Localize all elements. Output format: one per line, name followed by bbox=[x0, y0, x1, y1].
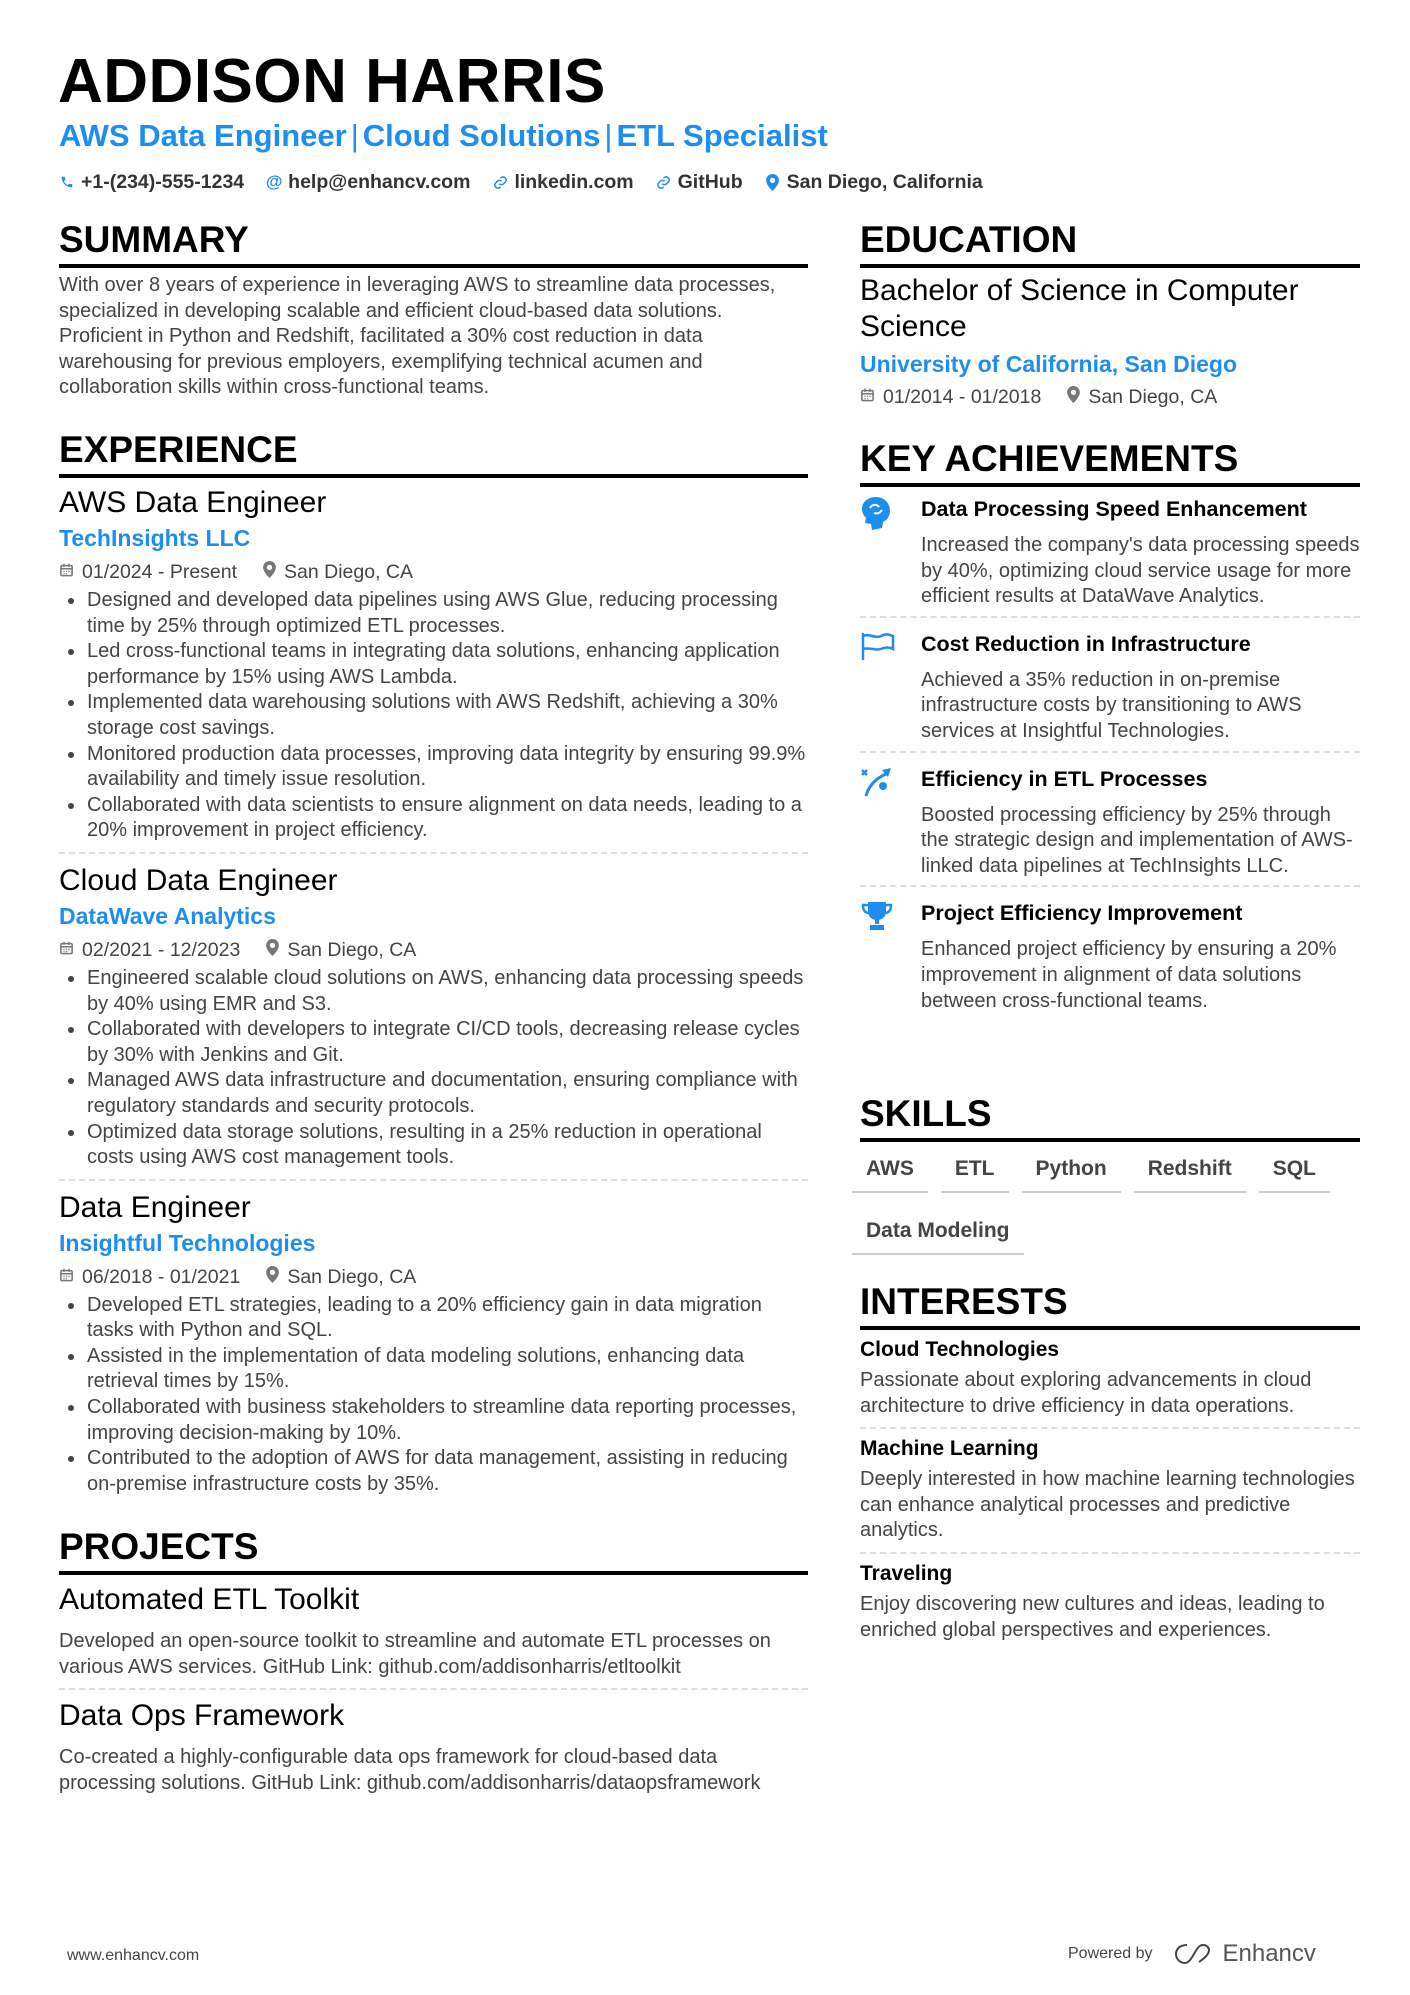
achievement-description: Enhanced project efficiency by ensuring a 20% improvement in alignment of data solutions between cross-functional teams. bbox=[921, 938, 1337, 1012]
headline-separator: | bbox=[604, 118, 613, 153]
section-heading: PROJECTS bbox=[59, 1525, 808, 1575]
job-entry bbox=[59, 1181, 808, 1506]
education-meta bbox=[860, 384, 1360, 410]
interest-item bbox=[860, 1330, 1360, 1429]
job-title: AWS Data Engineer bbox=[59, 486, 327, 519]
section-heading: INTERESTS bbox=[860, 1280, 1360, 1330]
contact-phone[interactable] bbox=[59, 168, 244, 196]
location-text: San Diego, CA bbox=[287, 938, 417, 961]
achievement-item bbox=[860, 487, 1360, 618]
section-heading: KEY ACHIEVEMENTS bbox=[860, 437, 1360, 487]
achievement-body bbox=[921, 496, 1360, 610]
education-dates: 01/2014 - 01/2018 bbox=[883, 386, 1042, 408]
skill-tag: ETL bbox=[941, 1156, 1009, 1193]
contact-bar bbox=[59, 168, 983, 196]
bullet-item: Collaborated with data scientists to ensure alignment on data needs, leading to a 20% improvement in project efficiency. bbox=[59, 793, 808, 844]
bullet-item: Optimized data storage solutions, resulting in a 25% reduction in operational costs using AWS cost management tools. bbox=[59, 1120, 808, 1171]
calendar-icon bbox=[59, 937, 74, 963]
achievement-description: Increased the company's data processing speeds by 40%, optimizing cloud service usage for more efficient results at DataWave Analytics. bbox=[921, 534, 1360, 608]
skill-tag: Python bbox=[1022, 1156, 1121, 1193]
interests-section bbox=[860, 1280, 1360, 1651]
trophy-icon bbox=[860, 900, 921, 1014]
contact-email[interactable] bbox=[266, 168, 470, 196]
bullet-item: Assisted in the implementation of data modeling solutions, enhancing data retrieval times by 15%. bbox=[59, 1344, 808, 1395]
interest-title: Cloud Technologies bbox=[860, 1338, 1060, 1361]
calendar-icon bbox=[59, 1264, 74, 1290]
achievement-body bbox=[921, 766, 1360, 880]
location bbox=[266, 937, 416, 963]
bullet-item: Led cross-functional teams in integrating data solutions, enhancing application performance by 15% using AWS Lambda. bbox=[59, 639, 808, 690]
section-heading: SKILLS bbox=[860, 1092, 1360, 1142]
flag-icon bbox=[860, 631, 921, 745]
interest-title: Machine Learning bbox=[860, 1437, 1039, 1461]
interest-description: Passionate about exploring advancements in cloud architecture to drive efficiency in data operations. bbox=[860, 1369, 1312, 1417]
degree: Bachelor of Science in Computer Science bbox=[860, 274, 1299, 343]
achievement-body bbox=[921, 900, 1360, 1014]
location bbox=[263, 559, 413, 585]
bullet-item: Contributed to the adoption of AWS for data management, assisting in reducing on-premise infrastructure costs by 35%. bbox=[59, 1446, 808, 1497]
projects-section bbox=[59, 1525, 808, 1804]
section-heading: EDUCATION bbox=[860, 218, 1360, 268]
skill-tag: AWS bbox=[852, 1156, 928, 1193]
contact-location bbox=[765, 168, 983, 196]
company-name[interactable]: TechInsights LLC bbox=[59, 525, 251, 551]
achievement-item bbox=[860, 887, 1360, 1020]
location bbox=[266, 1264, 416, 1290]
link-icon bbox=[656, 173, 672, 191]
location-icon bbox=[1067, 384, 1080, 410]
contact-text: GitHub bbox=[677, 171, 743, 193]
powered-by-label: Powered by bbox=[1068, 1945, 1153, 1962]
bullet-item: Developed ETL strategies, leading to a 20% efficiency gain in data migration tasks with Python and SQL. bbox=[59, 1293, 808, 1344]
job-title: Cloud Data Engineer bbox=[59, 863, 338, 897]
contact-text: linkedin.com bbox=[514, 171, 634, 193]
dates-text: 06/2018 - 01/2021 bbox=[82, 1265, 241, 1288]
project-title: Data Ops Framework bbox=[59, 1699, 345, 1733]
at-icon: @ bbox=[265, 172, 283, 191]
section-heading: EXPERIENCE bbox=[59, 428, 808, 478]
achievement-item bbox=[860, 618, 1360, 753]
skills-section bbox=[860, 1092, 1360, 1255]
summary-section bbox=[59, 218, 808, 401]
footer-website-link[interactable]: www.enhancv.com bbox=[67, 1947, 200, 1964]
bullet-item: Implemented data warehousing solutions with AWS Redshift, achieving a 30% storage cost savings. bbox=[59, 690, 808, 741]
achievement-title: Cost Reduction in Infrastructure bbox=[921, 631, 1251, 656]
project-description: Co-created a highly-configurable data ops framework for cloud-based data processing solutions. GitHub Link: github.com/addisonharris/dataopsframework bbox=[59, 1746, 761, 1794]
dates-text: 02/2021 - 12/2023 bbox=[82, 938, 241, 961]
bullet-item: Managed AWS data infrastructure and documentation, ensuring compliance with regulatory standards and security protocols. bbox=[59, 1068, 808, 1119]
date-range bbox=[59, 937, 240, 963]
school: University of California, San Diego bbox=[860, 351, 1238, 377]
achievement-title: Efficiency in ETL Processes bbox=[921, 766, 1208, 791]
contact-github[interactable] bbox=[656, 168, 743, 196]
project-entry bbox=[59, 1690, 808, 1804]
section-heading: SUMMARY bbox=[59, 218, 808, 268]
bullet-item: Collaborated with developers to integrate CI/CD tools, decreasing release cycles by 30% with Jenkins and Git. bbox=[59, 1017, 808, 1068]
bullet-item: Collaborated with business stakeholders to streamline data reporting processes, improving decision-making by 10%. bbox=[59, 1395, 808, 1446]
bullet-item: Engineered scalable cloud solutions on AWS, enhancing data processing speeds by 40% using EMR and S3. bbox=[59, 966, 808, 1017]
experience-section bbox=[59, 428, 808, 1505]
company-name[interactable]: Insightful Technologies bbox=[59, 1229, 316, 1256]
calendar-icon bbox=[59, 559, 74, 585]
brain-head-icon bbox=[860, 496, 921, 610]
location-icon bbox=[765, 173, 781, 191]
phone-icon bbox=[59, 173, 75, 191]
interest-title: Traveling bbox=[860, 1561, 953, 1585]
project-description: Developed an open-source toolkit to streamline and automate ETL processes on various AWS services. GitHub Link: github.com/addisonharris/etltoolkit bbox=[59, 1630, 771, 1678]
achievement-description: Achieved a 35% reduction in on-premise infrastructure costs by transitioning to AWS services at Insightful Technologies. bbox=[921, 668, 1302, 742]
project-entry bbox=[59, 1575, 808, 1690]
bullet-item: Monitored production data processes, improving data integrity by ensuring 99.9% availability and timely issue resolution. bbox=[59, 742, 808, 793]
headline-part: ETL Specialist bbox=[616, 118, 828, 153]
achievement-title: Data Processing Speed Enhancement bbox=[921, 497, 1307, 521]
achievement-description: Boosted processing efficiency by 25% through the strategic design and implementation of AWS-linked data pipelines at TechInsights LLC. bbox=[921, 803, 1353, 877]
enhancv-logo-icon bbox=[1173, 1942, 1213, 1966]
interest-item bbox=[860, 1554, 1360, 1651]
bullet-list bbox=[59, 966, 808, 1171]
link-icon bbox=[492, 173, 508, 191]
job-title: Data Engineer bbox=[59, 1190, 251, 1224]
skill-tag: SQL bbox=[1259, 1156, 1330, 1193]
contact-text: San Diego, California bbox=[786, 171, 983, 193]
date-range bbox=[59, 559, 237, 585]
project-title: Automated ETL Toolkit bbox=[59, 1583, 360, 1616]
skill-tag: Data Modeling bbox=[852, 1218, 1024, 1255]
date-range bbox=[59, 1264, 240, 1290]
job-entry bbox=[59, 478, 808, 854]
headline-separator: | bbox=[350, 118, 359, 153]
location-text: San Diego, CA bbox=[284, 561, 414, 583]
bullet-list bbox=[59, 1293, 808, 1498]
skill-tag: Redshift bbox=[1134, 1156, 1246, 1193]
dates-text: 01/2024 - Present bbox=[82, 561, 238, 583]
interest-description: Deeply interested in how machine learning technologies can enhance analytical processes and predictive analytics. bbox=[860, 1468, 1355, 1542]
education-location: San Diego, CA bbox=[1088, 386, 1218, 408]
contact-text: help@enhancv.com bbox=[288, 171, 471, 193]
job-meta bbox=[59, 937, 808, 963]
company-name[interactable]: DataWave Analytics bbox=[59, 902, 276, 929]
location-icon bbox=[266, 1264, 279, 1290]
location-text: San Diego, CA bbox=[287, 1265, 417, 1288]
education-section bbox=[860, 218, 1360, 410]
achievement-title: Project Efficiency Improvement bbox=[921, 901, 1243, 926]
headline-part: AWS Data Engineer bbox=[59, 118, 347, 153]
achievements-section bbox=[860, 437, 1360, 1020]
calendar-icon bbox=[860, 384, 875, 410]
contact-linkedin[interactable] bbox=[492, 168, 633, 196]
job-meta bbox=[59, 559, 808, 585]
job-meta bbox=[59, 1264, 808, 1290]
candidate-name: ADDISON HARRIS bbox=[58, 47, 606, 116]
bullet-item: Designed and developed data pipelines using AWS Glue, reducing processing time by 25% through optimized ETL processes. bbox=[59, 588, 808, 639]
contact-text: +1-(234)-555-1234 bbox=[81, 171, 245, 193]
achievement-body bbox=[921, 631, 1360, 745]
interest-item bbox=[860, 1429, 1360, 1554]
brand-name: Enhancv bbox=[1222, 1940, 1316, 1967]
headline bbox=[59, 116, 828, 156]
headline-part: Cloud Solutions bbox=[362, 118, 601, 153]
footer-branding bbox=[1068, 1940, 1316, 1968]
location-icon bbox=[263, 559, 276, 585]
strategy-arrow-icon bbox=[860, 766, 921, 880]
bullet-list bbox=[59, 588, 808, 844]
location-icon bbox=[266, 937, 279, 963]
summary-text: With over 8 years of experience in leveraging AWS to streamline data processes, specialized in developing scalable and efficient cloud-based data solutions. Proficient in Python and Redshift, facilitated a 30% cost reduction in data warehousing for previous employers, exemplifying technical acumen and collaboration skills within cross-functional teams. bbox=[59, 274, 776, 399]
enhancv-logo bbox=[1173, 1940, 1316, 1968]
interest-description: Enjoy discovering new cultures and ideas, leading to enriched global perspectives and experiences. bbox=[860, 1592, 1325, 1641]
job-entry bbox=[59, 854, 808, 1181]
achievement-item bbox=[860, 753, 1360, 888]
